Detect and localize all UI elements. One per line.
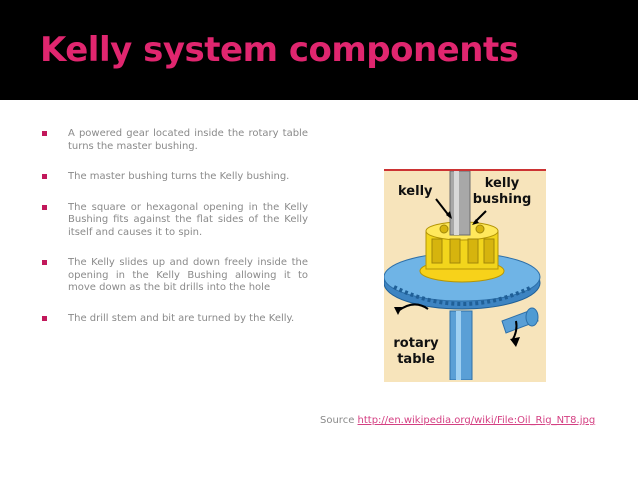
source-prefix: Source	[320, 415, 358, 426]
kelly-drive-diagram	[384, 171, 546, 380]
kelly-bushing-label-line2: bushing	[472, 192, 532, 207]
kelly-system-illustration	[384, 169, 546, 382]
source-link[interactable]: http://en.wikipedia.org/wiki/File:Oil_Rig_NT8.jpg	[357, 415, 596, 426]
bullet-item	[38, 128, 308, 153]
bullet-item	[38, 171, 308, 184]
bullet-list	[38, 128, 308, 325]
rotary-table-label-line1: rotary	[393, 336, 439, 351]
bullet-marker-icon	[42, 205, 47, 210]
kelly-label: kelly	[398, 184, 433, 199]
kelly-bushing-label-line1: kelly	[484, 176, 520, 191]
bullet-text: The square or hexagonal opening in the Kelly Bushing fits against the flat sides of the Kelly itself and causes it to spin.	[68, 201, 308, 238]
image-source	[320, 415, 595, 426]
bullet-item	[38, 313, 308, 326]
title-bar	[0, 0, 638, 100]
rotary-table-label-line2: table	[397, 352, 435, 367]
bullet-text: The drill stem and bit are turned by the Kelly.	[68, 312, 295, 324]
bullet-item	[38, 257, 308, 295]
bullet-marker-icon	[42, 260, 47, 265]
slide-title: Kelly system components	[40, 30, 519, 70]
bullet-marker-icon	[42, 316, 47, 321]
bullet-text: The master bushing turns the Kelly bushing.	[68, 171, 290, 182]
bullet-item	[38, 202, 308, 240]
bullet-marker-icon	[42, 131, 47, 136]
bullet-marker-icon	[42, 174, 47, 179]
bullet-text: A powered gear located inside the rotary table turns the master bushing.	[68, 128, 308, 152]
bullet-text: The Kelly slides up and down freely inside the opening in the Kelly Bushing allowing it to move down as the bit drills into the hole	[68, 257, 308, 293]
